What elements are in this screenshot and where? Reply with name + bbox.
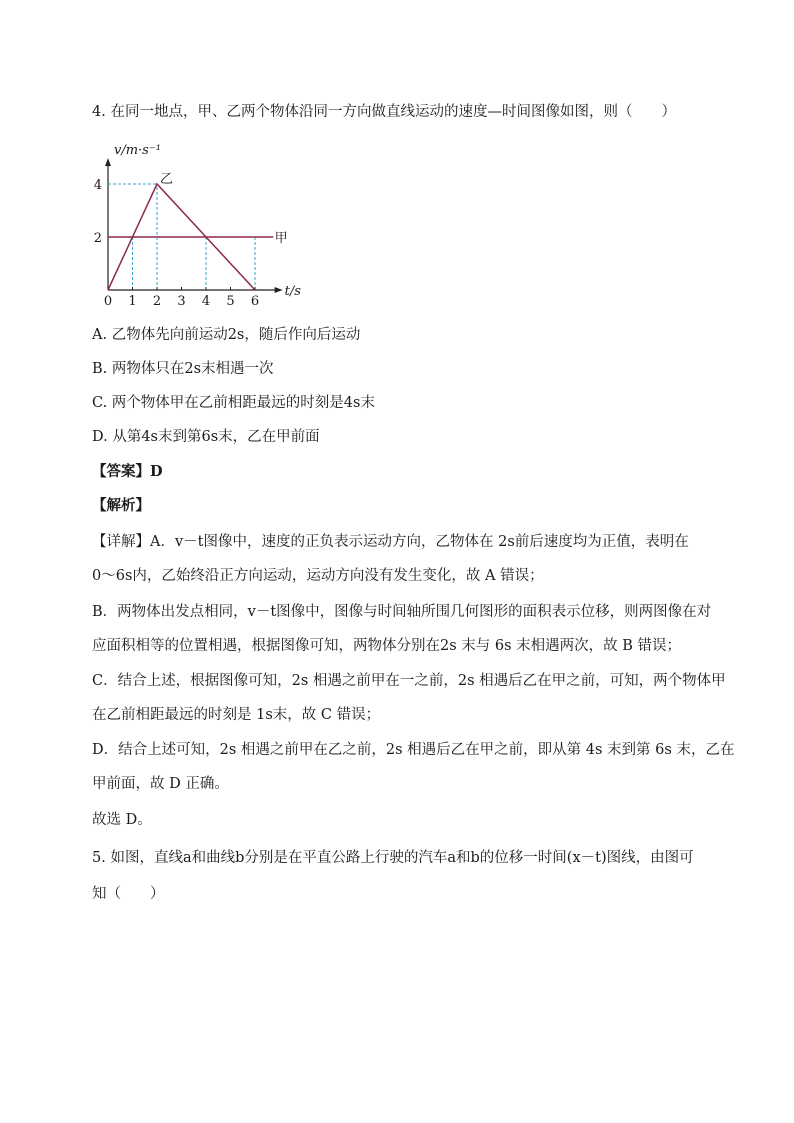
x-axis-label: t/s	[284, 284, 301, 299]
option-c: C. 两个物体甲在乙前相距最远的时刻是4s末	[92, 395, 375, 411]
y-tick-label: 2	[93, 231, 102, 246]
option-a: A. 乙物体先向前运动2s，随后作向后运动	[92, 327, 361, 343]
analysis-line: 【详解】A．v－t图像中，速度的正负表示运动方向，乙物体在 2s前后速度均为正值，表明在	[92, 534, 689, 550]
velocity-time-graph	[92, 138, 332, 308]
y-axis-label: v/m·s⁻¹	[114, 143, 161, 158]
analysis-line: C．结合上述，根据图像可知，2s 相遇之前甲在一之前，2s 相遇后乙在甲之前，可知，两个物体甲	[92, 673, 726, 689]
analysis-heading: 【解析】	[92, 497, 150, 514]
x-tick-label: 3	[177, 294, 186, 308]
analysis-line: 故选 D。	[92, 812, 152, 828]
question-5-stem-cont: 知（ ）	[92, 886, 165, 902]
x-tick-label: 4	[201, 294, 211, 308]
answer: 【答案】D	[92, 463, 163, 480]
x-tick-label: 2	[152, 294, 162, 308]
analysis-line: 0～6s内，乙始终沿正方向运动，运动方向没有发生变化，故 A 错误；	[92, 568, 544, 584]
option-b: B. 两物体只在2s末相遇一次	[92, 361, 274, 377]
x-tick-label: 1	[128, 294, 137, 308]
question-4-stem: 4. 在同一地点，甲、乙两个物体沿同一方向做直线运动的速度—时间图像如图，则（ ）	[92, 104, 676, 120]
option-d: D. 从第4s末到第6s末，乙在甲前面	[92, 429, 320, 445]
x-tick-label: 6	[250, 294, 260, 308]
series-label-jia: 甲	[274, 231, 288, 246]
x-tick-label: 5	[226, 294, 235, 308]
y-axis-arrow	[105, 158, 111, 166]
analysis-line: 甲前面，故 D 正确。	[92, 776, 229, 792]
x-axis-arrow	[275, 287, 283, 293]
x-tick-label: 0	[103, 294, 113, 308]
analysis-line: D．结合上述可知，2s 相遇之前甲在乙之前，2s 相遇后乙在甲之前，即从第 4s 末到第 6s 末，乙在	[92, 742, 735, 758]
series-label-yi: 乙	[160, 172, 174, 187]
analysis-line: 应面积相等的位置相遇，根据图像可知，两物体分别在2s 末与 6s 末相遇两次，故 B 错误；	[92, 638, 682, 654]
y-tick-label: 4	[93, 178, 102, 193]
question-5-stem: 5. 如图，直线a和曲线b分别是在平直公路上行驶的汽车a和b的位移一时间(x－t)图线，由图可	[92, 850, 694, 866]
analysis-line: B．两物体出发点相同，v－t图像中，图像与时间轴所围几何图形的面积表示位移，则两图像在对	[92, 604, 712, 620]
analysis-line: 在乙前相距最远的时刻是 1s末，故 C 错误；	[92, 707, 381, 723]
